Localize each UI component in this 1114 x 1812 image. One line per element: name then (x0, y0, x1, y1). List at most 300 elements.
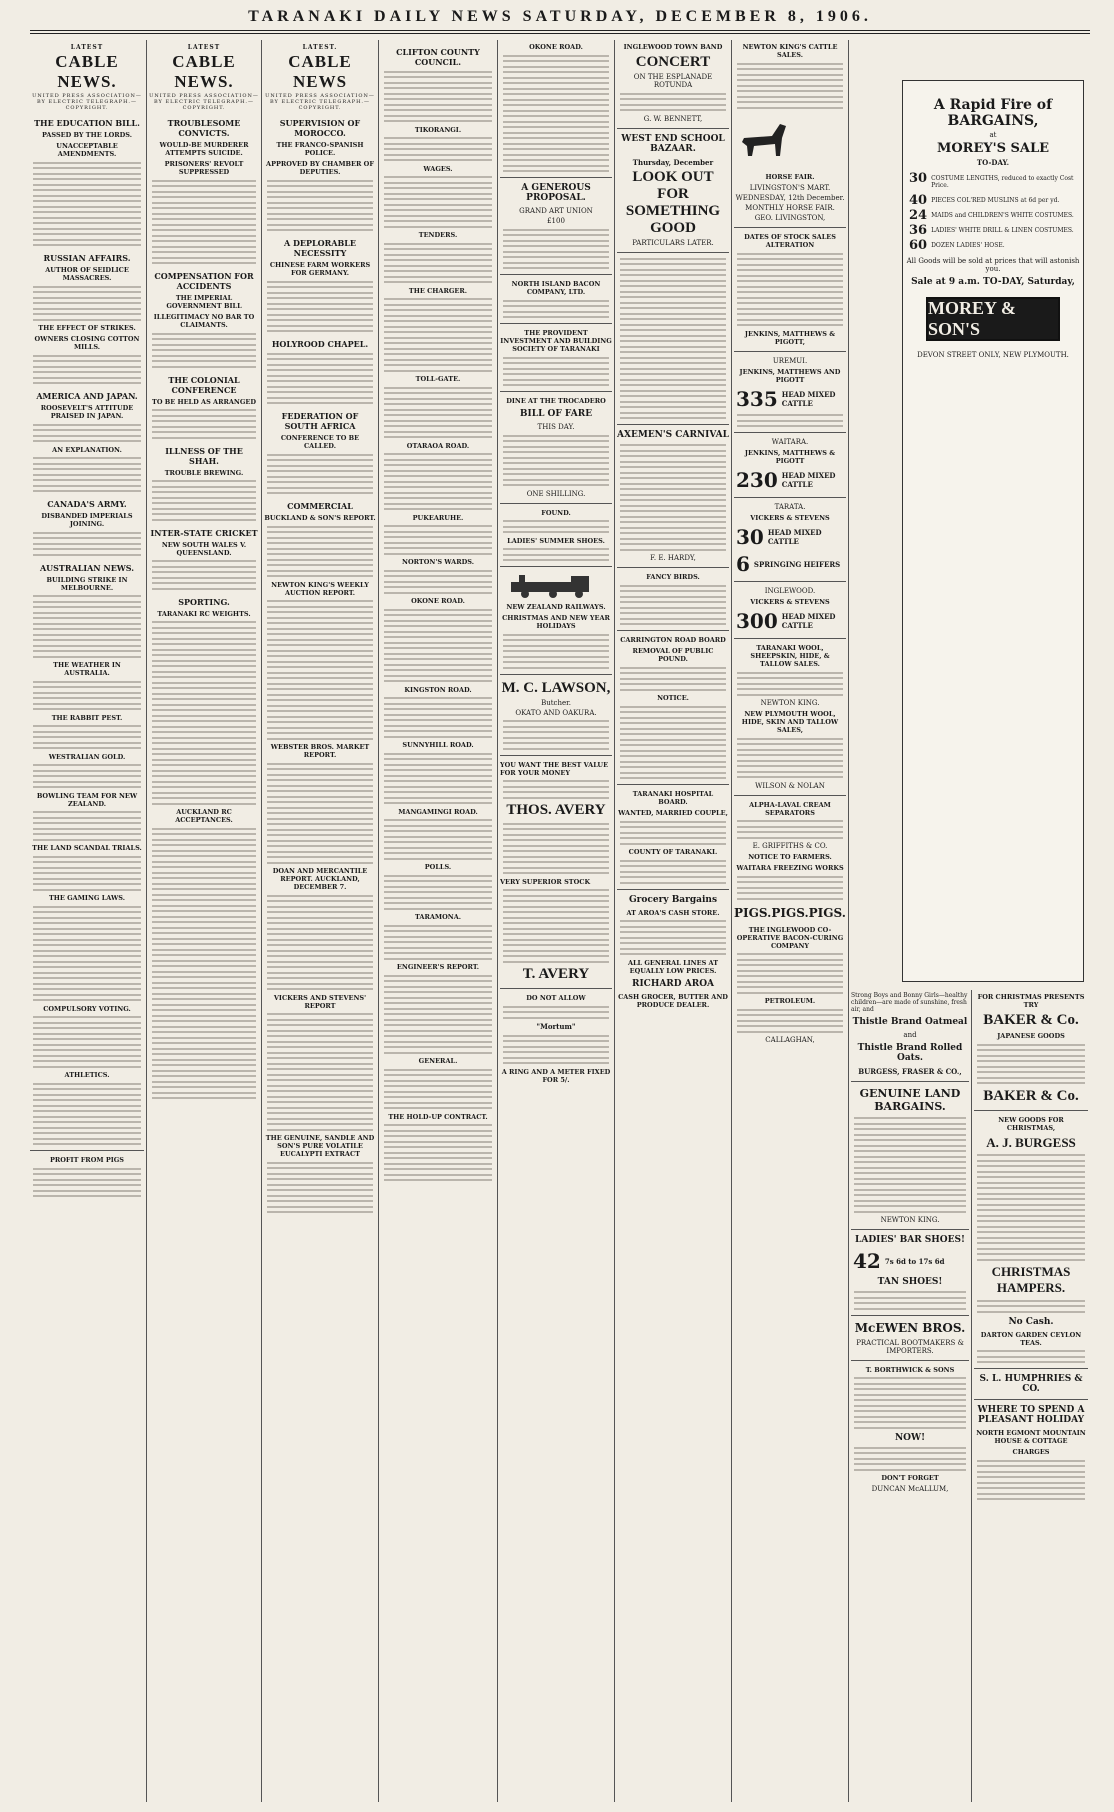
column-6 (617, 40, 729, 1802)
article-heading: FEDERATION OF SOUTH AFRICA (281, 411, 359, 431)
article-body (384, 525, 492, 555)
article-body (267, 281, 373, 333)
latest-label: LATEST. (302, 44, 338, 51)
ad-heading: TARANAKI WOOL, SHEEPSKIN, HIDE, & TALLOW SALES. (750, 644, 830, 668)
ad-heading: A RING AND A METER FIXED FOR 5/. (501, 1067, 611, 1084)
ad-text: THIS DAY. (537, 423, 575, 431)
ad-body (620, 706, 726, 780)
cattle-label: HEAD MIXED CATTLE (781, 612, 836, 630)
article-heading: THE EFFECT OF STRIKES. (38, 324, 136, 332)
article-heading: THE GENUINE, SANDLE AND SON'S PURE VOLATILE EUCALYPTI EXTRACT (265, 1134, 375, 1158)
article-heading: COMPENSATION FOR ACCIDENTS (154, 271, 254, 291)
ad-location: TARATA. (774, 503, 806, 511)
article-body (384, 753, 492, 805)
divider (734, 795, 846, 796)
article-body (384, 453, 492, 510)
ad-subheading: BILL OF FARE (519, 409, 593, 419)
sale-item (909, 193, 1077, 208)
divider (617, 567, 729, 568)
article-subheading: BUILDING STRIKE IN MELBOURNE. (46, 575, 128, 592)
article-body (33, 457, 141, 492)
article-heading: CANADA'S ARMY. (47, 499, 127, 509)
cattle-count: 230 (736, 468, 778, 492)
ad-signature: NEWTON KING. (760, 699, 820, 707)
article-body (267, 895, 373, 991)
ad-heading: NEW ZEALAND RAILWAYS. (506, 603, 606, 611)
ad-heading: DON'T FORGET (881, 1474, 939, 1482)
article-body (384, 1124, 492, 1181)
ad-body (503, 357, 609, 387)
ad-heading: NEW GOODS FOR CHRISTMAS, (998, 1115, 1064, 1132)
ad-heading: DINE AT THE TROCADERO (506, 397, 606, 405)
article-heading: THE EDUCATION BILL. (34, 118, 140, 128)
ad-heading: HORSE FAIR. (765, 173, 815, 181)
ad-price: ONE SHILLING. (526, 489, 586, 498)
cattle-count-row (736, 525, 844, 549)
divider (851, 1360, 969, 1361)
column-3 (264, 40, 376, 1802)
divider (500, 988, 612, 989)
article-body (33, 1016, 141, 1068)
article-subheading: TOLL-GATE. (415, 375, 461, 383)
ad-title: BAKER & Co. (983, 1012, 1079, 1028)
ad-heading: NOTICE TO FARMERS. (748, 853, 832, 861)
ad-body (503, 823, 609, 875)
column-5 (500, 40, 612, 1802)
ad-text: Strong Boys and Bonny Girls—healthy children—are made of sunshine, fresh air, and (851, 992, 968, 1013)
ad-heading: A GENEROUS PROPOSAL. (521, 183, 591, 203)
divider (30, 1150, 144, 1151)
ad-title: MOREY'S SALE (936, 141, 1050, 156)
masthead: TARANAKI DAILY NEWS SATURDAY, DECEMBER 8, 1906. (248, 8, 872, 25)
article-heading: AMERICA AND JAPAN. (36, 391, 138, 401)
ad-signature: NEWTON KING. (880, 1216, 940, 1224)
divider (851, 1229, 969, 1230)
article-body (33, 355, 141, 385)
article-heading: SPORTING. (178, 596, 230, 607)
article-body (152, 409, 256, 439)
railway-engine-illustration (503, 572, 609, 600)
ad-title: CHRISTMAS HAMPERS. (991, 1264, 1071, 1295)
article-subheading: TENDERS. (418, 231, 458, 239)
cattle-label: HEAD MIXED CATTLE (781, 471, 836, 489)
ad-heading: YOU WANT THE BEST VALUE FOR YOUR MONEY (500, 760, 609, 777)
ad-heading: PETROLEUM. (764, 997, 816, 1005)
ad-heading: McEWEN BROS. (854, 1320, 966, 1335)
ad-body (620, 258, 726, 420)
ad-location: INGLEWOOD. (764, 587, 816, 595)
ad-heading: LADIES' SUMMER SHOES. (507, 536, 605, 545)
ad-subheading: JAPANESE GOODS (997, 1032, 1065, 1040)
ad-heading: S. L. HUMPHRIES & CO. (979, 1374, 1083, 1394)
ad-body (737, 63, 843, 109)
ad-heading: NOTICE. (657, 694, 689, 702)
divider (974, 1110, 1088, 1111)
column-7 (734, 40, 846, 1802)
column-divider (378, 40, 379, 1802)
sale-item-count: 30 (909, 171, 928, 186)
article-subheading: CONFERENCE TO BE CALLED. (280, 434, 360, 450)
ad-subheading: AT AROA'S CASH STORE. (626, 908, 720, 917)
ad-body (854, 1377, 966, 1429)
cattle-count: 30 (736, 525, 764, 549)
ad-heading: CARRINGTON ROAD BOARD (620, 636, 726, 644)
ad-title: A. J. BURGESS (986, 1134, 1076, 1150)
column-divider (146, 40, 147, 1802)
article-body (33, 906, 141, 1002)
ad-heading: FOUND. (541, 508, 571, 517)
shoe-price: 7s 6d to 17s 6d (884, 1256, 945, 1266)
article-body (267, 1013, 373, 1131)
article-subheading: PUKEARUHE. (412, 513, 464, 522)
article-body (384, 975, 492, 1054)
pigs-label: PIGS. (734, 905, 772, 920)
ad-date: WEDNESDAY, 12th December. (735, 194, 845, 202)
article-heading: CLIFTON COUNTY COUNCIL. (396, 47, 480, 67)
article-body (267, 353, 373, 405)
article-body (267, 1162, 373, 1214)
ad-heading: WEST END SCHOOL BAZAAR. (621, 133, 725, 154)
article-subheading: TARANAKI RC WEIGHTS. (157, 609, 251, 618)
ad-product: "Mortum" (536, 1022, 576, 1031)
article-subheading: TO BE HELD AS ARRANGED (151, 397, 256, 406)
ad-signature: F. E. HARDY, (650, 554, 696, 562)
article-subheading: AN EXPLANATION. (52, 445, 122, 454)
ad-text: PARTICULARS LATER. (632, 238, 714, 247)
ad-title: CONCERT (635, 54, 711, 70)
article-subheading: THE HOLD-UP CONTRACT. (388, 1112, 488, 1121)
ad-text: and (903, 1031, 917, 1039)
ad-location: UREMUI. (772, 356, 808, 365)
divider (500, 177, 612, 178)
ad-body (503, 229, 609, 270)
ad-body (503, 1006, 609, 1019)
article-body (384, 875, 492, 910)
article-subheading: BUCKLAND & SON'S REPORT. (264, 514, 376, 522)
article-heading: TROUBLESOME CONVICTS. (167, 118, 241, 138)
ad-heading: RICHARD AROA (631, 978, 715, 989)
article-body (384, 298, 492, 372)
article-heading: THE GAMING LAWS. (48, 894, 126, 902)
article-heading: A DEPLORABLE NECESSITY (284, 238, 356, 258)
article-body (384, 176, 492, 228)
ad-body (620, 920, 726, 955)
ad-heading: ALPHA-LAVAL CREAM SEPARATORS (749, 800, 831, 817)
divider (734, 638, 846, 639)
article-subheading: THE CHARGER. (408, 286, 468, 295)
article-subheading: WAGES. (423, 164, 453, 173)
ad-heading: TAN SHOES! (877, 1277, 943, 1287)
article-body (384, 819, 492, 860)
article-body (33, 681, 141, 711)
article-heading: BOWLING TEAM FOR NEW ZEALAND. (36, 791, 138, 808)
article-body (152, 480, 256, 521)
article-body (33, 162, 141, 247)
article-body (384, 71, 492, 123)
ad-signature: CALLAGHAN, (765, 1036, 815, 1044)
divider (617, 889, 729, 890)
ad-heading: DO NOT ALLOW (526, 994, 586, 1002)
sale-item-text: DOZEN LADIES' HOSE. (931, 242, 1005, 249)
article-body (384, 925, 492, 960)
ad-heading: THE INGLEWOOD CO-OPERATIVE BACON-CURING COMPANY (736, 925, 844, 950)
ad-subheading: ON THE ESPLANADE ROTUNDA (633, 73, 713, 89)
article-body (267, 454, 373, 495)
ad-body (737, 1009, 843, 1033)
article-heading: NEWTON KING'S WEEKLY AUCTION REPORT. (271, 580, 369, 597)
ad-body (620, 585, 726, 626)
article-body (152, 621, 256, 805)
article-subheading: ROOSEVELT'S ATTITUDE PRAISED IN JAPAN. (40, 404, 134, 420)
morey-sale-advert (902, 80, 1084, 982)
article-body (33, 532, 141, 556)
sale-item (909, 171, 1077, 189)
divider (617, 252, 729, 253)
ad-heading: T. BORTHWICK & SONS (865, 1365, 955, 1374)
article-body (33, 286, 141, 321)
ad-body (503, 300, 609, 319)
article-body (384, 697, 492, 738)
column-2 (149, 40, 259, 1802)
ad-heading: M. C. LAWSON, (501, 679, 611, 696)
article-subheading: OKONE ROAD. (411, 597, 465, 605)
heifer-count-row (736, 552, 844, 576)
article-heading: AUCKLAND RC ACCEPTANCES. (175, 808, 233, 824)
horse-illustration (734, 116, 794, 162)
ad-body (620, 93, 726, 112)
ad-body (503, 548, 609, 561)
column-divider (614, 40, 615, 1802)
ad-text: at (989, 131, 997, 139)
article-subheading: ILLEGITIMACY NO BAR TO CLAIMANTS. (153, 313, 255, 329)
article-heading: ILLNESS OF THE SHAH. (165, 445, 243, 466)
ad-text: All Goods will be sold at prices that will astonish you. (906, 257, 1080, 273)
article-heading: AUSTRALIAN NEWS. (39, 562, 135, 573)
ad-body (620, 821, 726, 845)
cattle-label: HEAD MIXED CATTLE (767, 528, 822, 546)
ad-heading: DATES OF STOCK SALES ALTERATION (744, 233, 836, 249)
ad-heading: Grocery Bargains (628, 894, 718, 905)
article-body (152, 828, 256, 1100)
article-body (267, 763, 373, 864)
ad-heading: No Cash. (1008, 1316, 1054, 1327)
cattle-count-row (736, 387, 844, 411)
column-divider (497, 40, 498, 1802)
article-body (384, 243, 492, 284)
divider (974, 1399, 1088, 1400)
divider (851, 1315, 969, 1316)
ad-body (737, 876, 843, 900)
cable-news-heading: CABLE NEWS. (55, 52, 119, 91)
ad-body (503, 780, 609, 799)
article-body (267, 526, 373, 578)
article-body (33, 764, 141, 788)
ad-heading: JENKINS, MATTHEWS AND PIGOTT (739, 367, 841, 384)
ad-subheading: OKATO AND OAKURA. (515, 708, 597, 717)
article-body (33, 856, 141, 891)
ad-heading: LADIES' BAR SHOES! (855, 1235, 965, 1245)
divider (617, 630, 729, 631)
article-subheading: UNACCEPTABLE AMENDMENTS. (56, 142, 118, 158)
article-subheading: WOULD-BE MURDERER ATTEMPTS SUICIDE. (159, 141, 249, 157)
article-body (384, 609, 492, 683)
article-heading: RUSSIAN AFFAIRS. (43, 253, 131, 263)
morey-logo: MOREY & SON'S (926, 297, 1060, 341)
cable-news-heading: CABLE NEWS. (172, 52, 236, 91)
ad-body (977, 1300, 1085, 1313)
ad-body (977, 1460, 1085, 1501)
ad-signature: BURGESS, FRASER & CO., (858, 1067, 962, 1076)
article-subheading: MANGAMINGI ROAD. (398, 807, 478, 816)
article-subheading: OKONE ROAD. (529, 43, 583, 51)
ad-body (854, 1291, 966, 1310)
article-heading: THE LAND SCANDAL TRIALS. (32, 844, 142, 852)
sale-item-text: PIECES COL'RED MUSLINS at 6d per yd. (931, 197, 1060, 204)
ad-text: CHARGES (1012, 1448, 1050, 1456)
article-body (33, 424, 141, 443)
cattle-count: 300 (736, 609, 778, 633)
ad-signature: WILSON & NOLAN (755, 781, 825, 790)
ad-title: A Rapid Fire of BARGAINS, (933, 97, 1053, 129)
ad-subheading: Butcher. (541, 698, 571, 707)
ad-body (737, 672, 843, 696)
column-1 (30, 40, 144, 1802)
divider (500, 674, 612, 675)
sale-item-count: 60 (909, 238, 928, 253)
ad-body (977, 1154, 1085, 1261)
article-subheading: KINGSTON ROAD. (404, 685, 472, 694)
ad-body (854, 1117, 966, 1213)
article-body (152, 180, 256, 265)
article-subheading: GENERAL. (418, 1057, 458, 1065)
shoe-count-row (853, 1249, 967, 1273)
divider (617, 784, 729, 785)
shoe-count: 42 (853, 1249, 881, 1273)
divider (500, 323, 612, 324)
article-subheading: ENGINEER'S REPORT. (396, 963, 480, 971)
ad-subheading: LIVINGSTON'S MART. (749, 184, 831, 192)
divider (734, 227, 846, 228)
article-subheading: NEW SOUTH WALES V. QUEENSLAND. (161, 540, 247, 557)
ad-heading: WHERE TO SPEND A PLEASANT HOLIDAY (977, 1405, 1085, 1425)
ad-body (503, 720, 609, 750)
column-divider (731, 40, 732, 1802)
ad-subheading: REMOVAL OF PUBLIC POUND. (632, 647, 714, 663)
column-divider (261, 40, 262, 1802)
article-subheading: PRISONERS' REVOLT SUPPRESSED (164, 160, 244, 176)
ad-body (977, 1044, 1085, 1085)
ad-prize: £100 (547, 217, 565, 225)
divider (734, 497, 846, 498)
divider (734, 351, 846, 352)
ad-heading: WAITARA FREEZING WORKS (736, 864, 844, 872)
masthead-rule (30, 30, 1090, 31)
article-body (33, 725, 141, 749)
ad-subheading: Thursday, December (632, 157, 714, 167)
ad-heading: THE PROVIDENT INVESTMENT AND BUILDING SOCIETY OF TARANAKI (500, 329, 612, 353)
cattle-count-row (736, 468, 844, 492)
article-subheading: TIKORANGI. (414, 125, 462, 134)
ad-heading: T. AVERY (522, 966, 590, 982)
divider (617, 424, 729, 425)
latest-label: LATEST (70, 44, 104, 51)
ad-heading: GENUINE LAND BARGAINS. (859, 1087, 961, 1113)
ad-body (503, 634, 609, 669)
ad-location: WAITARA. (771, 438, 809, 446)
divider (500, 391, 612, 392)
divider (734, 432, 846, 433)
article-heading: ATHLETICS. (64, 1071, 110, 1079)
article-subheading: OWNERS CLOSING COTTON MILLS. (34, 335, 140, 351)
article-body (384, 1069, 492, 1110)
ad-body (737, 414, 843, 427)
article-heading: THE COLONIAL CONFERENCE (168, 374, 240, 395)
article-heading: INTER-STATE CRICKET (150, 527, 258, 538)
ad-signature: DUNCAN McALLUM, (871, 1485, 949, 1493)
article-subheading: PASSED BY THE LORDS. (41, 131, 133, 139)
article-body (384, 570, 492, 594)
ad-body (737, 953, 843, 994)
credit-line: UNITED PRESS ASSOCIATION—BY ELECTRIC TELEGRAPH.—COPYRIGHT. (265, 93, 375, 111)
latest-label: LATEST (187, 44, 221, 51)
article-heading: COMMERCIAL (287, 501, 353, 511)
ad-heading: NEW PLYMOUTH WOOL, HIDE, SKIN AND TALLOW SALES, (741, 710, 839, 734)
column-4 (381, 40, 495, 1802)
cattle-label: HEAD MIXED CATTLE (781, 389, 836, 408)
sale-item (909, 223, 1077, 238)
ad-subheading: WANTED, MARRIED COUPLE, (618, 809, 728, 817)
article-body (152, 333, 256, 368)
ad-title: BAKER & Co. (983, 1087, 1079, 1104)
article-subheading: THE FRANCO-SPANISH POLICE. (276, 141, 364, 157)
column-divider (971, 990, 972, 1802)
article-heading: SUPERVISION OF MOROCCO. (279, 118, 361, 138)
credit-line: UNITED PRESS ASSOCIATION—BY ELECTRIC TELEGRAPH.—COPYRIGHT. (32, 93, 142, 111)
ad-body (977, 1350, 1085, 1363)
ad-heading: AXEMEN'S CARNIVAL (617, 430, 729, 440)
article-subheading: TROUBLE BREWING. (164, 468, 244, 477)
article-body (384, 137, 492, 161)
article-heading: COMPULSORY VOTING. (43, 1004, 131, 1013)
ad-text: ALL GENERAL LINES AT EQUALLY LOW PRICES. (627, 958, 719, 975)
article-heading: VICKERS AND STEVENS' REPORT (273, 993, 367, 1010)
ad-heading: VICKERS & STEVENS (750, 514, 830, 522)
sale-item-text: MAIDS and CHILDREN'S WHITE COSTUMES. (931, 212, 1074, 219)
article-subheading: DISBANDED IMPERIALS JOINING. (41, 512, 133, 528)
ad-body (33, 1168, 141, 1198)
ad-heading: NOW! (894, 1432, 926, 1443)
article-body (33, 1083, 141, 1146)
ad-subheading: DARTON GARDEN CEYLON TEAS. (980, 1330, 1082, 1347)
column-8-lower (851, 990, 969, 1802)
sale-item-text: LADIES' WHITE DRILL & LINEN COSTUMES. (931, 227, 1074, 234)
sale-item-count: 36 (909, 223, 928, 238)
article-body (33, 595, 141, 658)
ad-subheading: TO-DAY. (976, 158, 1010, 167)
sale-item (909, 208, 1077, 223)
ad-subheading: MONTHLY HORSE FAIR. (745, 204, 835, 212)
ad-subheading: Sale at 9 a.m. TO-DAY, Saturday, (911, 277, 1075, 287)
article-subheading: THE IMPERIAL GOVERNMENT BILL (166, 294, 242, 310)
heifer-count: 6 (736, 552, 750, 576)
ad-heading: FANCY BIRDS. (646, 573, 700, 581)
cattle-count: 335 (736, 386, 778, 411)
article-heading: THE RABBIT PEST. (51, 713, 123, 722)
ad-heading: NEWTON KING'S CATTLE SALES. (742, 43, 838, 59)
sale-item (909, 238, 1077, 253)
ad-heading: TARANAKI HOSPITAL BOARD. (632, 790, 714, 806)
ad-body (620, 667, 726, 691)
